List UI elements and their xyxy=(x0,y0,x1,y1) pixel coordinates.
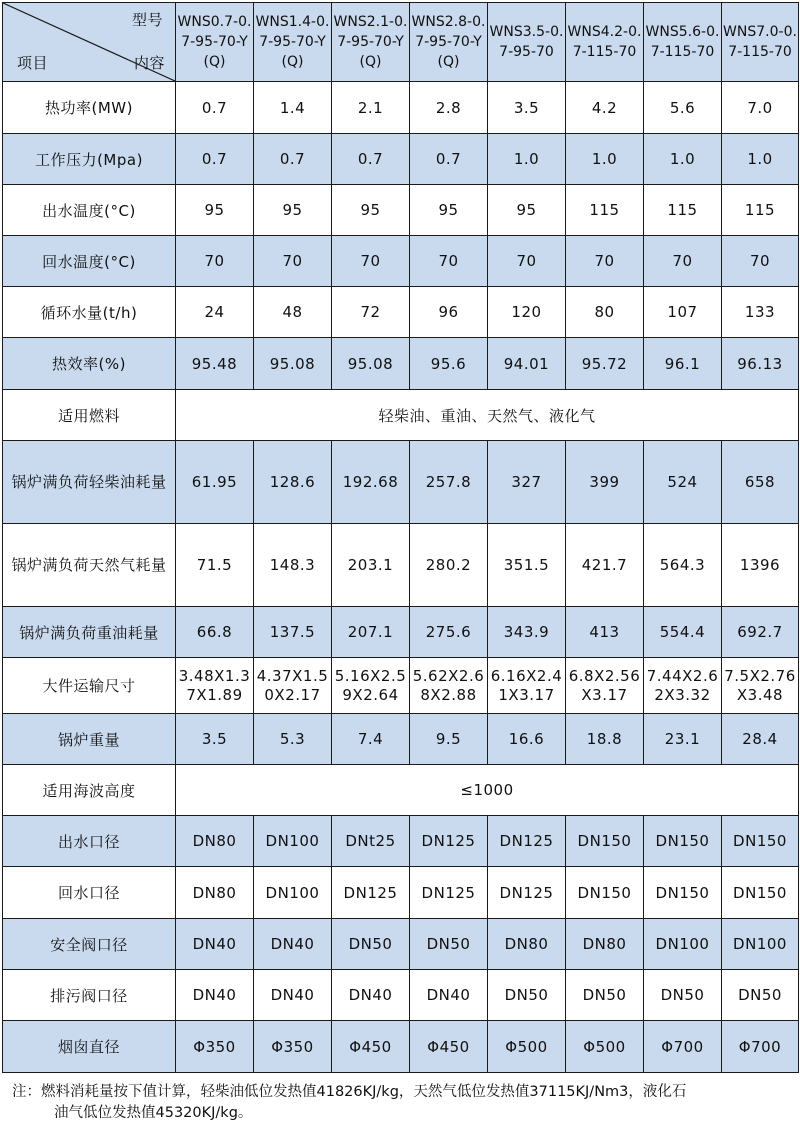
value-cell: 5.6 xyxy=(644,82,722,134)
row-altitude xyxy=(3,765,799,816)
value-cell: DN150 xyxy=(644,867,722,919)
row-heavy-oil-consumption xyxy=(3,607,799,658)
value-cell: DN40 xyxy=(176,919,254,970)
row-diesel-consumption xyxy=(3,441,799,524)
value-cell: 95.08 xyxy=(254,338,332,390)
value-cell: 70 xyxy=(332,236,410,287)
value-cell: 133 xyxy=(722,287,799,338)
row-label: 锅炉满负荷重油耗量 xyxy=(3,607,176,658)
row-weight xyxy=(3,714,799,765)
model-header: WNS3.5-0.7-95-70 xyxy=(488,3,566,82)
value-cell: 72 xyxy=(332,287,410,338)
row-label: 安全阀口径 xyxy=(3,919,176,970)
row-outlet-dia xyxy=(3,816,799,867)
merged-value-cell: 轻柴油、重油、天然气、液化气 xyxy=(176,390,799,441)
value-cell: 4.2 xyxy=(566,82,644,134)
row-label: 排污阀口径 xyxy=(3,970,176,1021)
row-blowdown-valve xyxy=(3,970,799,1021)
value-cell: DN50 xyxy=(332,919,410,970)
row-label: 锅炉重量 xyxy=(3,714,176,765)
row-transport-size xyxy=(3,658,799,714)
row-label: 循环水量(t/h) xyxy=(3,287,176,338)
value-cell: 96.1 xyxy=(644,338,722,390)
model-header: WNS5.6-0.7-115-70 xyxy=(644,3,722,82)
value-cell: DN150 xyxy=(722,867,799,919)
value-cell: 351.5 xyxy=(488,524,566,607)
value-cell: 115 xyxy=(566,185,644,236)
value-cell: 48 xyxy=(254,287,332,338)
value-cell: 95.08 xyxy=(332,338,410,390)
value-cell: 692.7 xyxy=(722,607,799,658)
row-return-dia xyxy=(3,867,799,919)
value-cell: DN80 xyxy=(176,867,254,919)
value-cell: 4.37X1.50X2.17 xyxy=(254,658,332,714)
value-cell: Φ350 xyxy=(176,1021,254,1073)
value-cell: DN80 xyxy=(566,919,644,970)
value-cell: 66.8 xyxy=(176,607,254,658)
value-cell: 107 xyxy=(644,287,722,338)
value-cell: 70 xyxy=(176,236,254,287)
value-cell: 70 xyxy=(644,236,722,287)
row-label: 适用海波高度 xyxy=(3,765,176,816)
row-gas-consumption xyxy=(3,524,799,607)
value-cell: 95 xyxy=(410,185,488,236)
row-chimney xyxy=(3,1021,799,1073)
value-cell: DN40 xyxy=(176,970,254,1021)
value-cell: 7.44X2.62X3.32 xyxy=(644,658,722,714)
value-cell: DN125 xyxy=(410,867,488,919)
value-cell: 95 xyxy=(176,185,254,236)
value-cell: 96 xyxy=(410,287,488,338)
value-cell: Φ450 xyxy=(410,1021,488,1073)
boiler-spec-table xyxy=(2,2,799,1073)
value-cell: 327 xyxy=(488,441,566,524)
value-cell: 203.1 xyxy=(332,524,410,607)
value-cell: 28.4 xyxy=(722,714,799,765)
value-cell: 95 xyxy=(332,185,410,236)
value-cell: 6.16X2.41X3.17 xyxy=(488,658,566,714)
model-header: WNS4.2-0.7-115-70 xyxy=(566,3,644,82)
row-work-pressure xyxy=(3,134,799,185)
value-cell: DN40 xyxy=(254,970,332,1021)
corner-content-label: 内容 xyxy=(133,54,165,72)
value-cell: DN40 xyxy=(332,970,410,1021)
value-cell: DN125 xyxy=(488,816,566,867)
row-label: 热效率(%) xyxy=(3,338,176,390)
value-cell: 3.5 xyxy=(176,714,254,765)
value-cell: DN100 xyxy=(254,867,332,919)
value-cell: 280.2 xyxy=(410,524,488,607)
value-cell: 5.62X2.68X2.88 xyxy=(410,658,488,714)
value-cell: 1.0 xyxy=(566,134,644,185)
row-label: 适用燃料 xyxy=(3,390,176,441)
row-label: 烟囱直径 xyxy=(3,1021,176,1073)
model-header: WNS2.1-0.7-95-70-Y(Q) xyxy=(332,3,410,82)
value-cell: DNt25 xyxy=(332,816,410,867)
value-cell: DN125 xyxy=(332,867,410,919)
header-row xyxy=(3,3,799,82)
value-cell: 70 xyxy=(254,236,332,287)
row-outlet-temp xyxy=(3,185,799,236)
value-cell: DN80 xyxy=(488,919,566,970)
value-cell: 524 xyxy=(644,441,722,524)
value-cell: 80 xyxy=(566,287,644,338)
value-cell: 413 xyxy=(566,607,644,658)
value-cell: 2.1 xyxy=(332,82,410,134)
value-cell: 70 xyxy=(722,236,799,287)
value-cell: DN50 xyxy=(722,970,799,1021)
model-header: WNS7.0-0.7-115-70 xyxy=(722,3,799,82)
row-fuel xyxy=(3,390,799,441)
value-cell: DN40 xyxy=(410,970,488,1021)
value-cell: Φ700 xyxy=(644,1021,722,1073)
value-cell: 1.0 xyxy=(644,134,722,185)
value-cell: DN50 xyxy=(566,970,644,1021)
value-cell: 9.5 xyxy=(410,714,488,765)
row-label: 回水温度(°C) xyxy=(3,236,176,287)
value-cell: 257.8 xyxy=(410,441,488,524)
value-cell: 94.01 xyxy=(488,338,566,390)
value-cell: DN150 xyxy=(644,816,722,867)
value-cell: 1396 xyxy=(722,524,799,607)
row-label: 大件运输尺寸 xyxy=(3,658,176,714)
value-cell: Φ450 xyxy=(332,1021,410,1073)
value-cell: 115 xyxy=(644,185,722,236)
value-cell: 23.1 xyxy=(644,714,722,765)
value-cell: 61.95 xyxy=(176,441,254,524)
value-cell: DN50 xyxy=(410,919,488,970)
value-cell: 421.7 xyxy=(566,524,644,607)
value-cell: 207.1 xyxy=(332,607,410,658)
row-label: 回水口径 xyxy=(3,867,176,919)
value-cell: DN80 xyxy=(176,816,254,867)
value-cell: 70 xyxy=(488,236,566,287)
value-cell: DN125 xyxy=(410,816,488,867)
value-cell: 0.7 xyxy=(332,134,410,185)
value-cell: 658 xyxy=(722,441,799,524)
value-cell: 95 xyxy=(254,185,332,236)
value-cell: DN150 xyxy=(566,816,644,867)
value-cell: 7.0 xyxy=(722,82,799,134)
row-label: 锅炉满负荷天然气耗量 xyxy=(3,524,176,607)
footnote-line-1: 注：燃料消耗量按下值计算，轻柴油低位发热值41826KJ/kg，天然气低位发热值37115KJ/Nm3，液化石 xyxy=(12,1084,687,1100)
value-cell: DN150 xyxy=(722,816,799,867)
value-cell: Φ700 xyxy=(722,1021,799,1073)
row-label: 出水口径 xyxy=(3,816,176,867)
value-cell: 71.5 xyxy=(176,524,254,607)
value-cell: DN150 xyxy=(566,867,644,919)
value-cell: 2.8 xyxy=(410,82,488,134)
corner-item-label: 项目 xyxy=(17,54,49,72)
model-header: WNS1.4-0.7-95-70-Y(Q) xyxy=(254,3,332,82)
value-cell: DN50 xyxy=(488,970,566,1021)
value-cell: 95.48 xyxy=(176,338,254,390)
value-cell: 399 xyxy=(566,441,644,524)
value-cell: 1.4 xyxy=(254,82,332,134)
value-cell: 95.72 xyxy=(566,338,644,390)
value-cell: DN50 xyxy=(644,970,722,1021)
row-return-temp xyxy=(3,236,799,287)
row-heat-power xyxy=(3,82,799,134)
value-cell: 564.3 xyxy=(644,524,722,607)
value-cell: 5.16X2.59X2.64 xyxy=(332,658,410,714)
value-cell: 128.6 xyxy=(254,441,332,524)
footnote xyxy=(12,1082,792,1124)
footnote-line-2: 油气低位发热值45320KJ/kg。 xyxy=(54,1105,253,1121)
value-cell: Φ500 xyxy=(566,1021,644,1073)
merged-value-cell: ≤1000 xyxy=(176,765,799,816)
model-header: WNS2.8-0.7-95-70-Y(Q) xyxy=(410,3,488,82)
row-circulation xyxy=(3,287,799,338)
value-cell: 115 xyxy=(722,185,799,236)
value-cell: 95 xyxy=(488,185,566,236)
value-cell: Φ500 xyxy=(488,1021,566,1073)
value-cell: 343.9 xyxy=(488,607,566,658)
row-label: 热功率(MW) xyxy=(3,82,176,134)
value-cell: DN40 xyxy=(254,919,332,970)
value-cell: 3.5 xyxy=(488,82,566,134)
value-cell: 192.68 xyxy=(332,441,410,524)
value-cell: 0.7 xyxy=(176,134,254,185)
value-cell: 16.6 xyxy=(488,714,566,765)
value-cell: 1.0 xyxy=(488,134,566,185)
value-cell: 0.7 xyxy=(254,134,332,185)
value-cell: 148.3 xyxy=(254,524,332,607)
row-label: 工作压力(Mpa) xyxy=(3,134,176,185)
value-cell: 137.5 xyxy=(254,607,332,658)
value-cell: DN100 xyxy=(254,816,332,867)
value-cell: DN100 xyxy=(644,919,722,970)
value-cell: 96.13 xyxy=(722,338,799,390)
row-label: 出水温度(°C) xyxy=(3,185,176,236)
value-cell: 275.6 xyxy=(410,607,488,658)
value-cell: 7.5X2.76X3.48 xyxy=(722,658,799,714)
value-cell: 120 xyxy=(488,287,566,338)
value-cell: 5.3 xyxy=(254,714,332,765)
value-cell: 3.48X1.37X1.89 xyxy=(176,658,254,714)
value-cell: 6.8X2.56X3.17 xyxy=(566,658,644,714)
value-cell: DN100 xyxy=(722,919,799,970)
value-cell: 554.4 xyxy=(644,607,722,658)
value-cell: 0.7 xyxy=(176,82,254,134)
value-cell: Φ350 xyxy=(254,1021,332,1073)
value-cell: DN125 xyxy=(488,867,566,919)
value-cell: 70 xyxy=(566,236,644,287)
value-cell: 24 xyxy=(176,287,254,338)
corner-model-label: 型号 xyxy=(131,11,163,29)
value-cell: 70 xyxy=(410,236,488,287)
row-safety-valve xyxy=(3,919,799,970)
value-cell: 0.7 xyxy=(410,134,488,185)
row-label: 锅炉满负荷轻柴油耗量 xyxy=(3,441,176,524)
row-efficiency xyxy=(3,338,799,390)
value-cell: 18.8 xyxy=(566,714,644,765)
value-cell: 7.4 xyxy=(332,714,410,765)
model-header: WNS0.7-0.7-95-70-Y(Q) xyxy=(176,3,254,82)
corner-cell xyxy=(3,3,176,82)
value-cell: 1.0 xyxy=(722,134,799,185)
value-cell: 95.6 xyxy=(410,338,488,390)
